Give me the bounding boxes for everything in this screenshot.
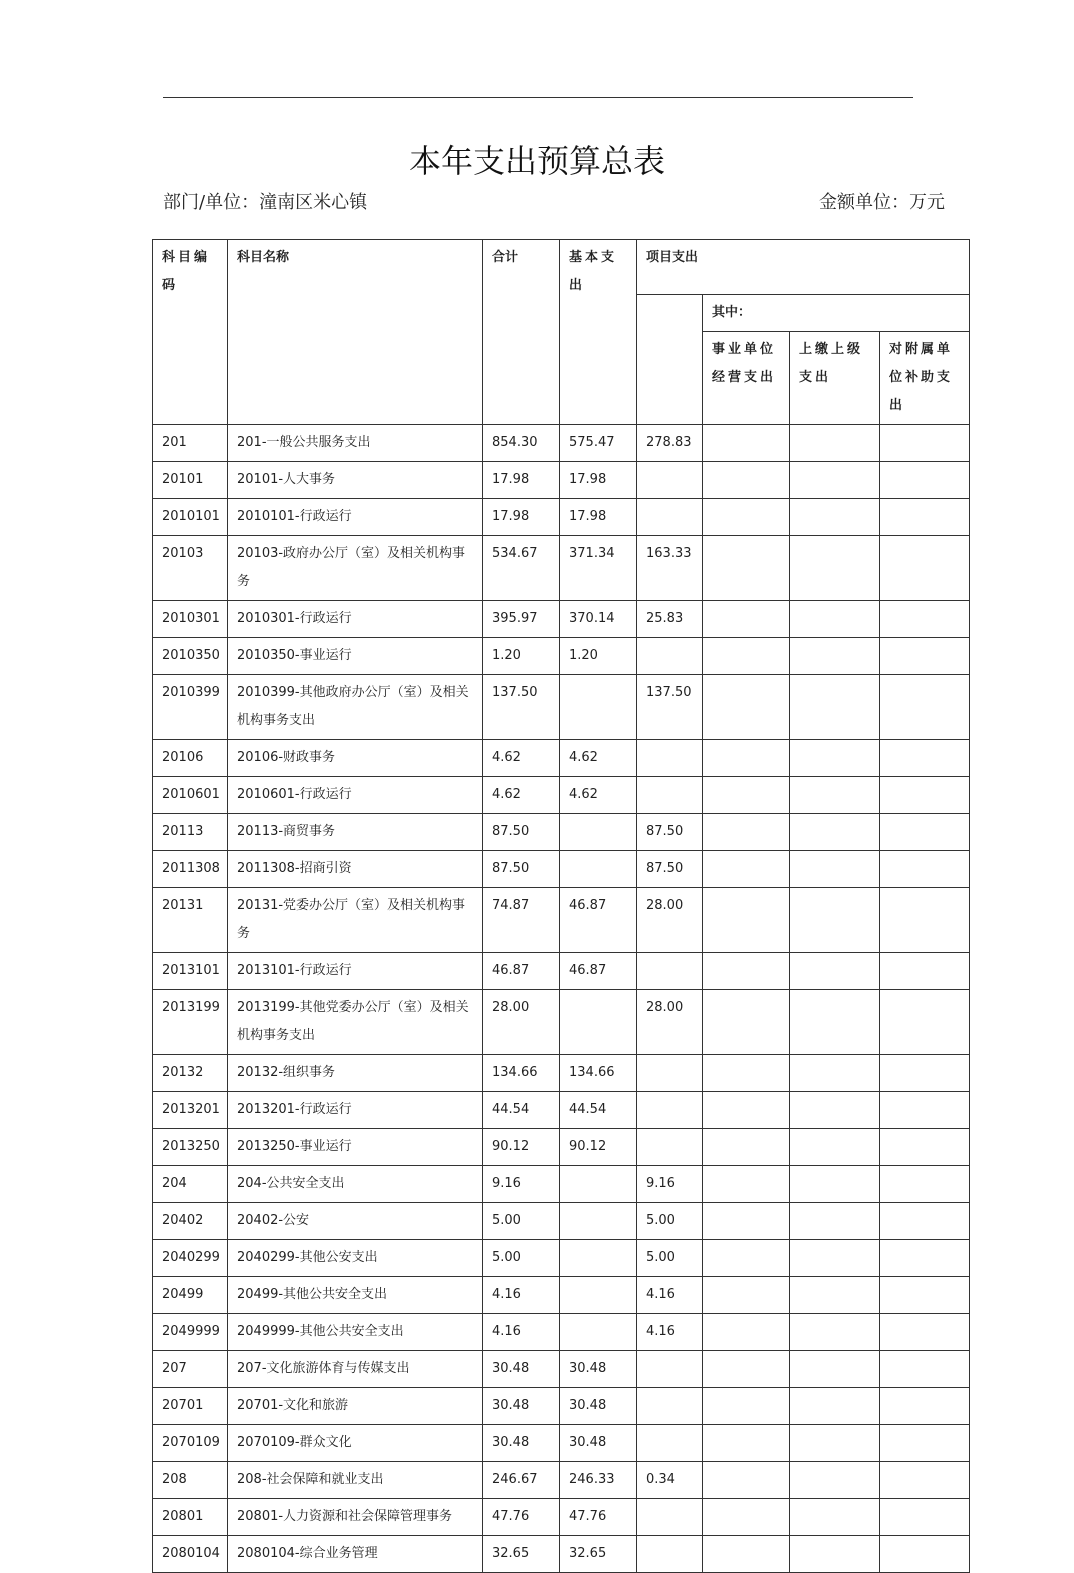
cell-total: 9.16 [483,1166,560,1203]
cell-name: 2010101-行政运行 [228,499,483,536]
cell-code: 20402 [153,1203,228,1240]
table-row [153,601,970,638]
top-rule [163,97,913,98]
header-among: 其中： [703,295,970,332]
cell-project: 87.50 [637,851,703,888]
cell-name: 20103-政府办公厅（室）及相关机构事务 [228,536,483,601]
cell-empty [880,1314,970,1351]
cell-basic: 371.34 [560,536,637,601]
cell-basic: 46.87 [560,888,637,953]
cell-total: 30.48 [483,1351,560,1388]
cell-code: 207 [153,1351,228,1388]
cell-code: 2010601 [153,777,228,814]
cell-empty [880,1055,970,1092]
table-row [153,536,970,601]
cell-name: 2049999-其他公共安全支出 [228,1314,483,1351]
cell-name: 20801-人力资源和社会保障管理事务 [228,1499,483,1536]
cell-empty [703,1499,790,1536]
cell-code: 2070109 [153,1425,228,1462]
header-name: 科目名称 [228,240,483,425]
cell-empty [880,462,970,499]
cell-basic [560,990,637,1055]
cell-basic [560,1166,637,1203]
cell-basic: 30.48 [560,1388,637,1425]
cell-empty [703,1536,790,1573]
cell-project [637,1055,703,1092]
table-row [153,1351,970,1388]
cell-empty [790,777,880,814]
table-row [153,1166,970,1203]
cell-empty [790,1536,880,1573]
cell-project [637,1499,703,1536]
cell-empty [703,888,790,953]
cell-empty [790,1314,880,1351]
cell-basic [560,1240,637,1277]
cell-empty [790,851,880,888]
cell-project [637,1425,703,1462]
cell-empty [880,740,970,777]
table-row [153,740,970,777]
cell-empty [790,536,880,601]
cell-empty [703,425,790,462]
header-project: 项目支出 [637,240,970,295]
table-row [153,1314,970,1351]
table-row [153,953,970,990]
cell-empty [880,675,970,740]
cell-empty [703,1388,790,1425]
cell-empty [790,1203,880,1240]
cell-total: 4.62 [483,740,560,777]
cell-empty [880,1462,970,1499]
cell-empty [880,990,970,1055]
cell-empty [703,1240,790,1277]
cell-name: 2011308-招商引资 [228,851,483,888]
cell-empty [703,1314,790,1351]
cell-basic: 4.62 [560,777,637,814]
table-row [153,1240,970,1277]
header-total: 合计 [483,240,560,425]
cell-name: 20701-文化和旅游 [228,1388,483,1425]
cell-code: 20113 [153,814,228,851]
cell-name: 2013250-事业运行 [228,1129,483,1166]
cell-basic [560,1314,637,1351]
amount-unit-label: 金额单位：万元 [819,192,945,213]
cell-project: 28.00 [637,888,703,953]
cell-code: 20801 [153,1499,228,1536]
cell-basic [560,814,637,851]
cell-basic [560,1277,637,1314]
cell-name: 2013101-行政运行 [228,953,483,990]
cell-empty [703,1092,790,1129]
cell-basic: 370.14 [560,601,637,638]
cell-project: 137.50 [637,675,703,740]
cell-total: 1.20 [483,638,560,675]
cell-basic [560,1203,637,1240]
cell-empty [880,499,970,536]
page-title: 本年支出预算总表 [408,142,665,180]
table-row [153,1536,970,1573]
cell-empty [880,777,970,814]
cell-name: 2010399-其他政府办公厅（室）及相关机构事务支出 [228,675,483,740]
cell-code: 2080104 [153,1536,228,1573]
cell-total: 46.87 [483,953,560,990]
cell-name: 20402-公安 [228,1203,483,1240]
cell-empty [703,740,790,777]
cell-project: 87.50 [637,814,703,851]
cell-project: 9.16 [637,1166,703,1203]
cell-project [637,953,703,990]
cell-project [637,1092,703,1129]
cell-code: 2049999 [153,1314,228,1351]
cell-project: 4.16 [637,1314,703,1351]
cell-project: 5.00 [637,1240,703,1277]
cell-total: 87.50 [483,851,560,888]
cell-empty [880,1388,970,1425]
table-row [153,638,970,675]
cell-empty [790,1388,880,1425]
cell-basic: 44.54 [560,1092,637,1129]
table-row [153,814,970,851]
cell-project [637,462,703,499]
cell-name: 20499-其他公共安全支出 [228,1277,483,1314]
cell-code: 2013201 [153,1092,228,1129]
cell-empty [703,777,790,814]
cell-total: 4.62 [483,777,560,814]
cell-empty [703,536,790,601]
cell-empty [880,536,970,601]
cell-code: 20499 [153,1277,228,1314]
cell-project [637,1536,703,1573]
cell-empty [880,425,970,462]
cell-empty [703,499,790,536]
cell-empty [880,888,970,953]
cell-empty [790,740,880,777]
table-row [153,1388,970,1425]
cell-empty [790,675,880,740]
cell-basic: 246.33 [560,1462,637,1499]
cell-empty [880,601,970,638]
cell-total: 134.66 [483,1055,560,1092]
cell-name: 2040299-其他公安支出 [228,1240,483,1277]
cell-empty [703,953,790,990]
cell-empty [703,990,790,1055]
cell-project: 28.00 [637,990,703,1055]
cell-empty [790,1425,880,1462]
cell-empty [790,1351,880,1388]
cell-code: 208 [153,1462,228,1499]
cell-empty [880,1240,970,1277]
cell-empty [703,1055,790,1092]
cell-code: 2013250 [153,1129,228,1166]
cell-project [637,499,703,536]
cell-basic: 4.62 [560,740,637,777]
cell-project [637,1351,703,1388]
cell-empty [790,462,880,499]
table-row [153,1055,970,1092]
header-project-subtotal [637,295,703,425]
cell-total: 30.48 [483,1388,560,1425]
cell-total: 5.00 [483,1203,560,1240]
table-row [153,990,970,1055]
cell-code: 20132 [153,1055,228,1092]
table-row [153,499,970,536]
cell-name: 2013201-行政运行 [228,1092,483,1129]
cell-empty [703,1351,790,1388]
header-upper: 上缴上级支出 [790,332,880,425]
cell-project [637,1388,703,1425]
cell-project [637,1129,703,1166]
cell-basic: 575.47 [560,425,637,462]
cell-empty [790,1462,880,1499]
cell-basic: 90.12 [560,1129,637,1166]
cell-code: 20106 [153,740,228,777]
header-subsidy: 对附属单位补助支出 [880,332,970,425]
cell-code: 2010101 [153,499,228,536]
cell-total: 44.54 [483,1092,560,1129]
cell-basic: 1.20 [560,638,637,675]
cell-project [637,777,703,814]
department-label: 部门/单位：潼南区米心镇 [163,192,368,213]
cell-empty [703,1425,790,1462]
cell-basic: 46.87 [560,953,637,990]
cell-name: 2080104-综合业务管理 [228,1536,483,1573]
cell-total: 74.87 [483,888,560,953]
cell-code: 2010301 [153,601,228,638]
cell-basic [560,675,637,740]
cell-empty [880,1092,970,1129]
cell-empty [790,1499,880,1536]
cell-total: 4.16 [483,1277,560,1314]
cell-name: 201-一般公共服务支出 [228,425,483,462]
table-row [153,1203,970,1240]
cell-empty [790,1129,880,1166]
cell-total: 30.48 [483,1425,560,1462]
cell-empty [790,990,880,1055]
cell-project: 278.83 [637,425,703,462]
cell-empty [790,1277,880,1314]
cell-empty [790,953,880,990]
cell-empty [880,1536,970,1573]
cell-name: 20132-组织事务 [228,1055,483,1092]
cell-empty [880,1351,970,1388]
cell-name: 2070109-群众文化 [228,1425,483,1462]
cell-total: 854.30 [483,425,560,462]
cell-name: 20113-商贸事务 [228,814,483,851]
cell-basic [560,851,637,888]
table-row [153,462,970,499]
header-code: 科目编码 [153,240,228,425]
cell-name: 2010601-行政运行 [228,777,483,814]
cell-basic: 134.66 [560,1055,637,1092]
cell-code: 2010350 [153,638,228,675]
cell-total: 5.00 [483,1240,560,1277]
cell-empty [703,1129,790,1166]
table-row [153,1129,970,1166]
table-row [153,851,970,888]
cell-code: 2011308 [153,851,228,888]
cell-empty [880,851,970,888]
cell-empty [790,888,880,953]
cell-project: 25.83 [637,601,703,638]
cell-basic: 47.76 [560,1499,637,1536]
cell-project: 4.16 [637,1277,703,1314]
cell-name: 20101-人大事务 [228,462,483,499]
cell-total: 17.98 [483,499,560,536]
cell-empty [703,1462,790,1499]
cell-total: 137.50 [483,675,560,740]
cell-empty [790,1055,880,1092]
cell-code: 20103 [153,536,228,601]
table-row [153,1277,970,1314]
cell-empty [790,425,880,462]
cell-empty [880,953,970,990]
cell-name: 2013199-其他党委办公厅（室）及相关机构事务支出 [228,990,483,1055]
cell-empty [703,638,790,675]
cell-code: 201 [153,425,228,462]
cell-code: 204 [153,1166,228,1203]
cell-empty [880,1203,970,1240]
table-row [153,777,970,814]
table-row [153,425,970,462]
cell-name: 207-文化旅游体育与传媒支出 [228,1351,483,1388]
cell-total: 395.97 [483,601,560,638]
cell-empty [790,1092,880,1129]
cell-name: 20131-党委办公厅（室）及相关机构事务 [228,888,483,953]
cell-empty [790,814,880,851]
cell-empty [790,1166,880,1203]
cell-empty [880,1129,970,1166]
cell-project: 5.00 [637,1203,703,1240]
cell-name: 2010301-行政运行 [228,601,483,638]
cell-project [637,740,703,777]
cell-total: 87.50 [483,814,560,851]
cell-name: 20106-财政事务 [228,740,483,777]
budget-table [152,239,970,1573]
cell-code: 20131 [153,888,228,953]
cell-empty [880,638,970,675]
cell-project [637,638,703,675]
cell-name: 204-公共安全支出 [228,1166,483,1203]
cell-basic: 32.65 [560,1536,637,1573]
cell-code: 20101 [153,462,228,499]
cell-code: 2010399 [153,675,228,740]
cell-total: 28.00 [483,990,560,1055]
cell-code: 2013199 [153,990,228,1055]
table-row [153,1499,970,1536]
cell-empty [880,1425,970,1462]
table-row [153,1425,970,1462]
cell-total: 17.98 [483,462,560,499]
cell-empty [790,601,880,638]
cell-total: 534.67 [483,536,560,601]
cell-empty [790,1240,880,1277]
table-row [153,1092,970,1129]
cell-total: 47.76 [483,1499,560,1536]
cell-empty [703,814,790,851]
table-body [153,425,970,1573]
cell-empty [880,814,970,851]
cell-empty [880,1277,970,1314]
cell-empty [880,1499,970,1536]
cell-empty [790,638,880,675]
cell-empty [703,1203,790,1240]
cell-empty [703,601,790,638]
cell-empty [703,462,790,499]
cell-empty [880,1166,970,1203]
cell-code: 2013101 [153,953,228,990]
table-row [153,1462,970,1499]
cell-total: 246.67 [483,1462,560,1499]
cell-project: 0.34 [637,1462,703,1499]
cell-empty [703,1166,790,1203]
table-row [153,888,970,953]
cell-basic: 30.48 [560,1425,637,1462]
cell-code: 2040299 [153,1240,228,1277]
cell-total: 90.12 [483,1129,560,1166]
table-row [153,675,970,740]
cell-code: 20701 [153,1388,228,1425]
cell-empty [703,675,790,740]
cell-name: 2010350-事业运行 [228,638,483,675]
cell-empty [703,1277,790,1314]
cell-name: 208-社会保障和就业支出 [228,1462,483,1499]
cell-project: 163.33 [637,536,703,601]
header-biz-unit: 事业单位经营支出 [703,332,790,425]
cell-total: 32.65 [483,1536,560,1573]
cell-empty [703,851,790,888]
cell-basic: 30.48 [560,1351,637,1388]
cell-empty [790,499,880,536]
header-basic: 基本支出 [560,240,637,425]
cell-total: 4.16 [483,1314,560,1351]
cell-basic: 17.98 [560,462,637,499]
cell-basic: 17.98 [560,499,637,536]
